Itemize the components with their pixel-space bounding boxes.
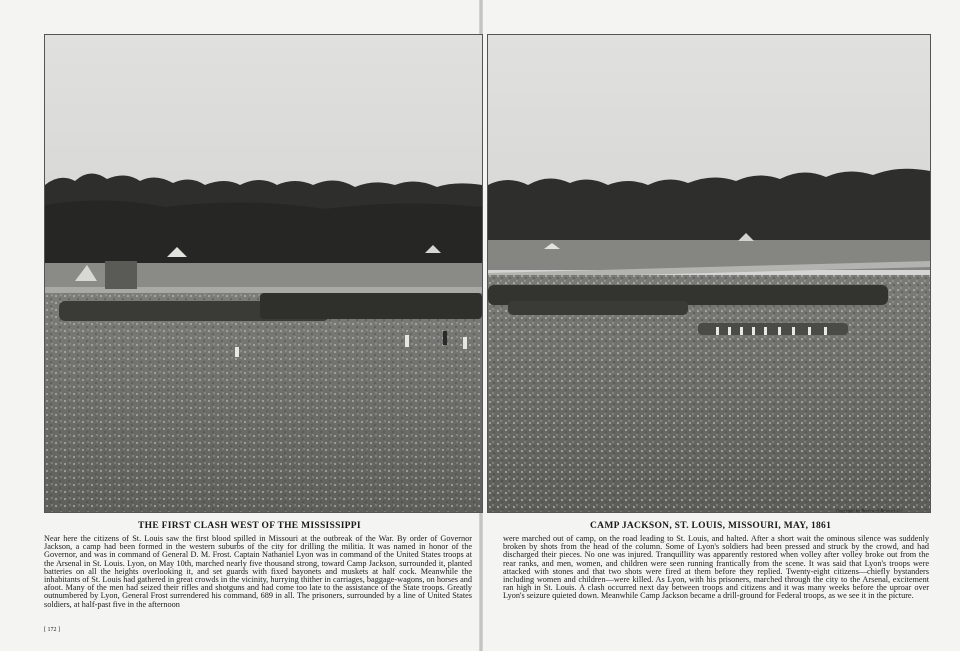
- photo-camp-jackson-right: [487, 34, 931, 513]
- right-caption-title: CAMP JACKSON, ST. LOUIS, MISSOURI, MAY, 1861: [590, 521, 832, 531]
- left-caption-title: THE FIRST CLASH WEST OF THE MISSISSIPPI: [138, 521, 361, 531]
- right-body-text: were marched out of camp, on the road leading to St. Louis, and halted. After a short wait the ominous silence was suddenly broken by shots from the head of the column. Some of Lyon's soldiers had been pressed and struck by the crowd, and had discharged their pieces. No one was injured. Tranquillity was apparently restored when volley after volley broke out from the rear ranks, and men, women, and children were seen running frantically from the scene. It was said that Lyon's troops were attacked with stones and that two shots were fired at them before they replied. Twenty-eight citizens—chiefly bystanders including women and children—were killed. As Lyon, with his prisoners, marched through the city to the Arsenal, excitement ran high in St. Louis. A clash occurred next day between troops and citizens and it was many weeks before the uproar over Lyon's seizure quieted down. Meanwhile Camp Jackson became a drill-ground for Federal troops, as we see it in the picture.: [503, 534, 929, 601]
- left-body-text: Near here the citizens of St. Louis saw the first blood spilled in Missouri at the outbreak of the War. By order of Governor Jackson, a camp had been formed in the western suburbs of the city for drilling the militia. It was named in honor of the Governor, and was in command of General D. M. Frost. Captain Nathaniel Lyon was in command of the United States troops at the Arsenal in St. Louis. Lyon, on May 10th, marched nearly five thousand strong, toward Camp Jackson, surrounded it, planted batteries on all the heights overlooking it, and set guards with fixed bayonets and muskets at half cock. Meanwhile the inhabitants of St. Louis had gathered in great crowds in the vicinity, hurrying thither in carriages, baggage-wagons, on horses and afoot. Many of the men had seized their rifles and shotguns and had come too late to the assistance of the State troops. Greatly outnumbered by Lyon, General Frost surrendered his command, 689 in all. The prisoners, surrounded by a line of United States soldiers, at half-past five in the afternoon: [44, 534, 472, 609]
- photo-camp-jackson-left: [44, 34, 483, 513]
- photo-copyright-credit: Copyright by Review of Reviews Co.: [836, 508, 904, 513]
- page-number: [ 172 ]: [44, 627, 60, 633]
